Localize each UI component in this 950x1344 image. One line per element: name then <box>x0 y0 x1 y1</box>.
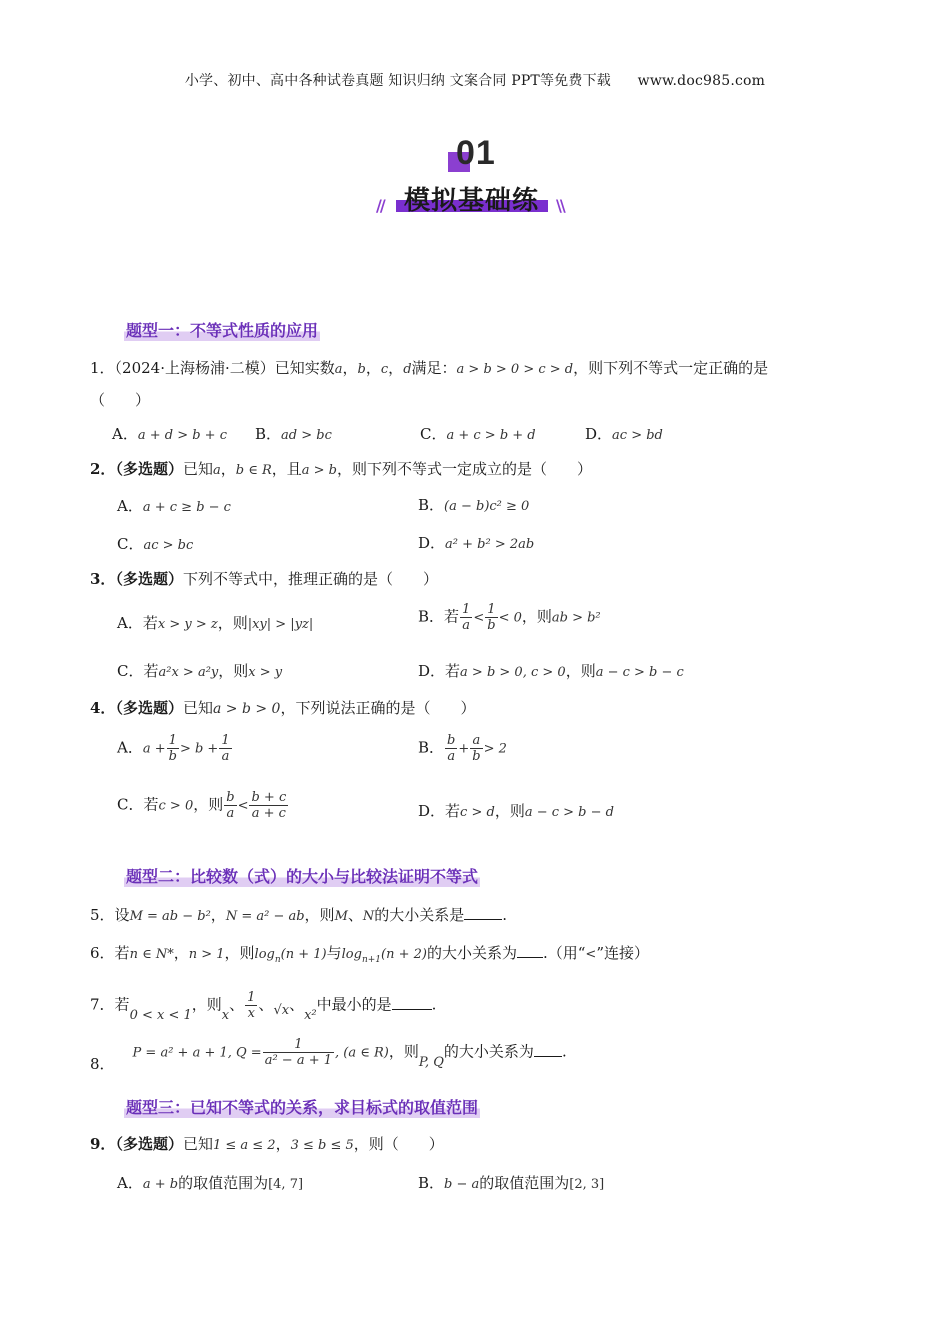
q2-condition: a > b <box>301 463 337 478</box>
q9-a-text: 的取值范围为 <box>178 1174 269 1192</box>
q8-domain: , (a ∈ R) <box>335 1045 389 1061</box>
q4-number: 4． <box>90 699 116 717</box>
q7-x-squared: x² <box>304 1007 317 1023</box>
q2-text-3: ，则下列不等式一定成立的是（ ） <box>337 460 593 478</box>
q1-var-b: b <box>357 362 366 377</box>
q6-log-2: log <box>341 947 362 962</box>
q3-c-result: x > y <box>248 665 283 680</box>
q6-text-2: ，则 <box>224 944 255 962</box>
q6-text-1: 若 <box>114 944 130 962</box>
q6-log-1: log <box>254 947 275 962</box>
q8-end: . <box>561 1042 567 1061</box>
q9-cond-b: 3 ≤ b ≤ 5 <box>290 1138 354 1153</box>
section-3-title: 题型三：已知不等式的关系，求目标式的取值范围 <box>126 1098 479 1117</box>
q1-rest: ，则下列不等式一定正确的是 <box>573 359 769 377</box>
q4-a-frac-1-num: 1 <box>167 733 179 749</box>
q4-c-frac-2-den: a + c <box>251 806 286 821</box>
q5-dun: 、 <box>347 906 363 924</box>
q3-d-ze: ，则 <box>565 662 596 680</box>
q9-b-range: [2, 3] <box>569 1177 605 1192</box>
q1-b-expr: ad > bc <box>281 428 332 443</box>
q8-frac <box>263 1037 334 1068</box>
q6-symbol: < <box>585 947 597 962</box>
q4-c-ze: ，则 <box>193 795 224 814</box>
q4-d-ze: ，则 <box>494 802 525 820</box>
q6-yu: 与 <box>326 944 342 962</box>
q3-b-ze: ，则 <box>521 607 552 626</box>
q3-b-ruo: 若 <box>444 607 460 626</box>
q4-a-label: A． <box>117 738 143 757</box>
q2-c-label: C． <box>117 535 144 553</box>
q6-log-1-arg: (n + 1) <box>280 947 327 962</box>
q3-a-result: |xy| > |yz| <box>247 617 314 632</box>
q4-a-frac-2-den: a <box>221 749 230 764</box>
q2-text-2: ，且 <box>271 460 302 478</box>
q3-b-frac-1-den: a <box>462 618 471 633</box>
q6-log-1-base: n <box>274 955 281 965</box>
q5-end: . <box>502 906 508 924</box>
q7-end: . <box>431 995 437 1014</box>
q5-M: M <box>334 909 348 924</box>
q4-tag: （多选题） <box>115 699 183 717</box>
q1-source: （2024·上海杨浦·二模）已知实数 <box>114 359 335 377</box>
q4-c-frac-2-num: b + c <box>251 790 287 805</box>
q4-a-mid: > b + <box>179 741 219 757</box>
q4-c-frac-1-den: a <box>226 806 235 821</box>
q7-dun-1: 、 <box>229 995 245 1014</box>
q3-option-d[interactable] <box>418 660 684 681</box>
q4-c-label: C． <box>117 795 144 814</box>
q4-c-frac-2 <box>249 790 288 821</box>
q3-a-ze: ，则 <box>217 614 248 632</box>
q5-N-def: N = a² − ab <box>225 909 305 924</box>
q2-b-in-r: b ∈ R <box>235 463 272 478</box>
q9-a-label: A． <box>117 1174 143 1192</box>
q5-N: N <box>362 909 375 924</box>
hero-right-deco: \\ <box>556 196 564 215</box>
question-6 <box>90 942 649 965</box>
q9-option-a[interactable] <box>117 1172 303 1193</box>
q1-satisfy: 满足： <box>411 359 457 377</box>
q3-option-c[interactable] <box>117 660 282 681</box>
q8-answer-blank[interactable] <box>534 1042 562 1057</box>
q4-option-a[interactable] <box>117 733 233 764</box>
q3-b-frac-2 <box>485 602 497 633</box>
q1-option-c[interactable] <box>420 423 536 444</box>
q1-c-label: C． <box>420 425 447 443</box>
q6-text-3: 的大小关系为 <box>426 944 517 962</box>
q3-c-ruo: 若 <box>143 662 159 680</box>
q7-frac <box>245 990 257 1021</box>
question-8 <box>90 1037 567 1073</box>
q4-a-frac-2 <box>219 733 231 764</box>
q6-text-5: ”连接） <box>596 944 649 962</box>
q1-d-label: D． <box>585 425 613 443</box>
question-5 <box>90 904 507 925</box>
q8-PQ: P, Q <box>418 1054 444 1070</box>
q1-option-b[interactable] <box>255 423 332 444</box>
q2-option-d[interactable] <box>418 532 534 553</box>
q7-dun-2: 、 <box>258 995 274 1014</box>
q3-option-a[interactable] <box>117 612 313 633</box>
question-2 <box>90 458 592 479</box>
q5-text-1: 设 <box>114 906 130 924</box>
q4-c-frac-1-num: b <box>226 790 235 805</box>
q7-dun-3: 、 <box>289 995 305 1014</box>
q7-text-3: 中最小的是 <box>316 995 392 1014</box>
q4-c-lt: < <box>237 798 249 814</box>
q1-number: 1． <box>90 359 115 377</box>
q7-sqrt-x: √x <box>273 1002 290 1018</box>
q4-option-d[interactable] <box>418 800 614 821</box>
q4-a-frac-2-num: 1 <box>221 733 230 748</box>
q1-d-expr: ac > bd <box>612 428 663 443</box>
q1-a-label: A． <box>112 425 138 443</box>
q1-a-expr: a + d > b + c <box>137 428 227 443</box>
q1-var-c: c <box>380 362 389 377</box>
q3-d-label: D． <box>418 662 446 680</box>
q2-c-expr: ac > bc <box>143 538 194 553</box>
q8-text-2: 的大小关系为 <box>443 1042 534 1061</box>
hero-number-text: 01 <box>456 134 496 172</box>
q1-paren: （ ） <box>90 391 151 409</box>
q3-b-lt0: < 0 <box>498 610 522 626</box>
site-header <box>0 70 950 90</box>
q1-option-a[interactable] <box>112 423 227 444</box>
q2-comma: ， <box>220 460 236 478</box>
q6-log-2-base: n+1 <box>361 955 382 965</box>
q2-text-1: 已知 <box>182 460 213 478</box>
q5-comma: ， <box>210 906 226 924</box>
header-text: 小学、初中、高中各种试卷真题 知识归纳 文案合同 PPT等免费下载 <box>184 73 611 89</box>
q3-b-frac-2-num: 1 <box>485 602 497 618</box>
q3-option-b[interactable] <box>418 602 601 633</box>
q2-number: 2． <box>90 460 116 478</box>
q1-var-d: d <box>403 362 412 377</box>
q4-b-frac-1-den: a <box>447 749 456 764</box>
q3-b-result: ab > b² <box>551 610 601 626</box>
question-9 <box>90 1133 444 1154</box>
q3-b-frac-2-den: b <box>487 618 496 633</box>
q9-b-text: 的取值范围为 <box>479 1174 570 1192</box>
q7-text-2: ，则 <box>191 995 222 1014</box>
q3-c-ze: ，则 <box>218 662 249 680</box>
q3-b-lt: < <box>473 610 485 626</box>
q4-b-frac-1-num: b <box>447 733 456 748</box>
q8-text-1: ，则 <box>388 1042 419 1061</box>
q3-b-frac-1 <box>460 602 472 633</box>
q9-cond-a: 1 ≤ a ≤ 2 <box>212 1138 276 1153</box>
q4-option-b[interactable] <box>418 733 507 764</box>
q9-tag: （多选题） <box>115 1135 183 1153</box>
q6-answer-blank[interactable] <box>517 943 543 958</box>
q4-b-gt2: > 2 <box>483 741 507 757</box>
q8-frac-den: a² − a + 1 <box>264 1053 333 1068</box>
q4-b-label: B． <box>418 738 445 757</box>
hero-number <box>448 134 508 182</box>
question-4 <box>90 697 475 718</box>
q9-option-b[interactable] <box>418 1172 604 1193</box>
q5-text-2: ，则 <box>304 906 335 924</box>
q4-option-c[interactable] <box>117 790 289 821</box>
q1-comma-1: ， <box>342 359 358 377</box>
q1-c-expr: a + c > b + d <box>446 428 536 443</box>
q9-a-expr: a + b <box>142 1177 179 1192</box>
q3-a-label: A． <box>117 614 143 632</box>
q3-a-ruo: 若 <box>142 614 158 632</box>
q4-d-ruo: 若 <box>445 802 461 820</box>
q6-text-4: .（用“ <box>542 944 586 962</box>
q2-a-label: A． <box>117 497 143 515</box>
q4-c-frac-1 <box>224 790 236 821</box>
q4-d-label: D． <box>418 802 446 820</box>
q6-cond-1: n ∈ N* <box>129 947 174 962</box>
q4-b-frac-1 <box>445 733 457 764</box>
q8-frac-num: 1 <box>263 1037 334 1053</box>
q3-text: 下列不等式中，推理正确的是（ ） <box>182 570 438 588</box>
question-7 <box>90 990 436 1021</box>
q1-condition: a > b > 0 > c > d <box>456 362 574 377</box>
q1-var-a: a <box>334 362 343 377</box>
q3-d-result: a − c > b − c <box>595 665 684 680</box>
q2-tag: （多选题） <box>115 460 183 478</box>
hero-title-block <box>370 180 580 220</box>
q7-x: x <box>221 1007 230 1023</box>
q4-b-frac-2 <box>470 733 482 764</box>
section-heading-1 <box>124 318 320 341</box>
q3-c-label: C． <box>117 662 144 680</box>
section-heading-3 <box>124 1095 480 1118</box>
q5-text-3: 的大小关系是 <box>374 906 465 924</box>
section-1-title: 题型一：不等式性质的应用 <box>126 321 319 340</box>
q9-b-label: B． <box>418 1174 445 1192</box>
q7-answer-blank[interactable] <box>392 995 432 1010</box>
q9-text-1: 已知 <box>182 1135 213 1153</box>
q7-frac-den: x <box>247 1006 255 1021</box>
q1-b-label: B． <box>255 425 282 443</box>
q7-condition: 0 < x < 1 <box>129 1007 192 1023</box>
q5-M-def: M = ab − b² <box>129 909 211 924</box>
q3-b-frac-1-num: 1 <box>462 602 471 617</box>
q6-comma: ， <box>173 944 189 962</box>
q9-b-expr: b − a <box>444 1177 480 1192</box>
q4-c-cond: c > 0 <box>158 798 194 814</box>
q2-option-b[interactable] <box>418 494 529 515</box>
q4-text-1: 已知 <box>182 699 213 717</box>
q6-cond-2: n > 1 <box>188 947 225 962</box>
q9-comma: ， <box>275 1135 291 1153</box>
q3-c-cond: a²x > a²y <box>158 665 219 680</box>
q3-b-label: B． <box>418 607 445 626</box>
q3-number: 3． <box>90 570 116 588</box>
q3-d-cond: a > b > 0, c > 0 <box>460 665 566 680</box>
q3-d-ruo: 若 <box>445 662 461 680</box>
q4-a-pre: a + <box>142 741 166 757</box>
q7-frac-num: 1 <box>247 990 256 1005</box>
q4-d-result: a − c > b − d <box>524 805 614 820</box>
q5-answer-blank[interactable] <box>464 905 502 920</box>
q2-option-c[interactable] <box>117 533 193 554</box>
section-heading-2 <box>124 864 480 887</box>
q7-number: 7． <box>90 995 115 1014</box>
q7-text-1: 若 <box>114 995 130 1014</box>
hero-title: 模拟基础练 <box>404 186 540 216</box>
q6-log-2-arg: (n + 2) <box>381 947 427 962</box>
q3-tag: （多选题） <box>115 570 183 588</box>
q1-comma-2: ， <box>365 359 381 377</box>
header-url[interactable]: www.doc985.com <box>637 73 766 89</box>
q3-a-cond: x > y > z <box>157 617 218 632</box>
q6-number: 6． <box>90 944 115 962</box>
q4-a-frac-1-den: b <box>168 749 177 764</box>
q1-comma-3: ， <box>388 359 404 377</box>
question-3 <box>90 568 438 589</box>
q2-a-expr: a + c ≥ b − c <box>142 500 231 515</box>
q9-a-range: [4, 7] <box>268 1177 304 1192</box>
q4-text-2: ，下列说法正确的是（ ） <box>280 699 476 717</box>
q4-a-frac-1 <box>167 733 179 764</box>
q9-text-2: ，则（ ） <box>353 1135 444 1153</box>
q9-number: 9． <box>90 1135 116 1153</box>
question-1 <box>90 357 768 378</box>
q2-b-expr: (a − b)c² ≥ 0 <box>444 499 530 514</box>
q1-option-d[interactable] <box>585 423 663 444</box>
q2-b-label: B． <box>418 496 445 514</box>
q4-b-plus: + <box>458 741 470 757</box>
q4-d-cond: c > d <box>460 805 495 820</box>
hero-left-deco: // <box>376 196 384 215</box>
q4-b-frac-2-den: b <box>472 749 481 764</box>
q4-b-frac-2-num: a <box>470 733 482 749</box>
q8-number: 8． <box>90 1054 115 1073</box>
q5-number: 5． <box>90 906 115 924</box>
q2-var-a: a <box>212 463 221 478</box>
q4-c-ruo: 若 <box>143 795 159 814</box>
q2-d-expr: a² + b² > 2ab <box>445 537 535 552</box>
q2-d-label: D． <box>418 534 446 552</box>
q4-condition: a > b > 0 <box>212 701 281 717</box>
q8-P-def: P = a² + a + 1, Q = <box>132 1045 262 1061</box>
section-2-title: 题型二：比较数（式）的大小与比较法证明不等式 <box>126 867 479 886</box>
q2-option-a[interactable] <box>117 495 231 516</box>
